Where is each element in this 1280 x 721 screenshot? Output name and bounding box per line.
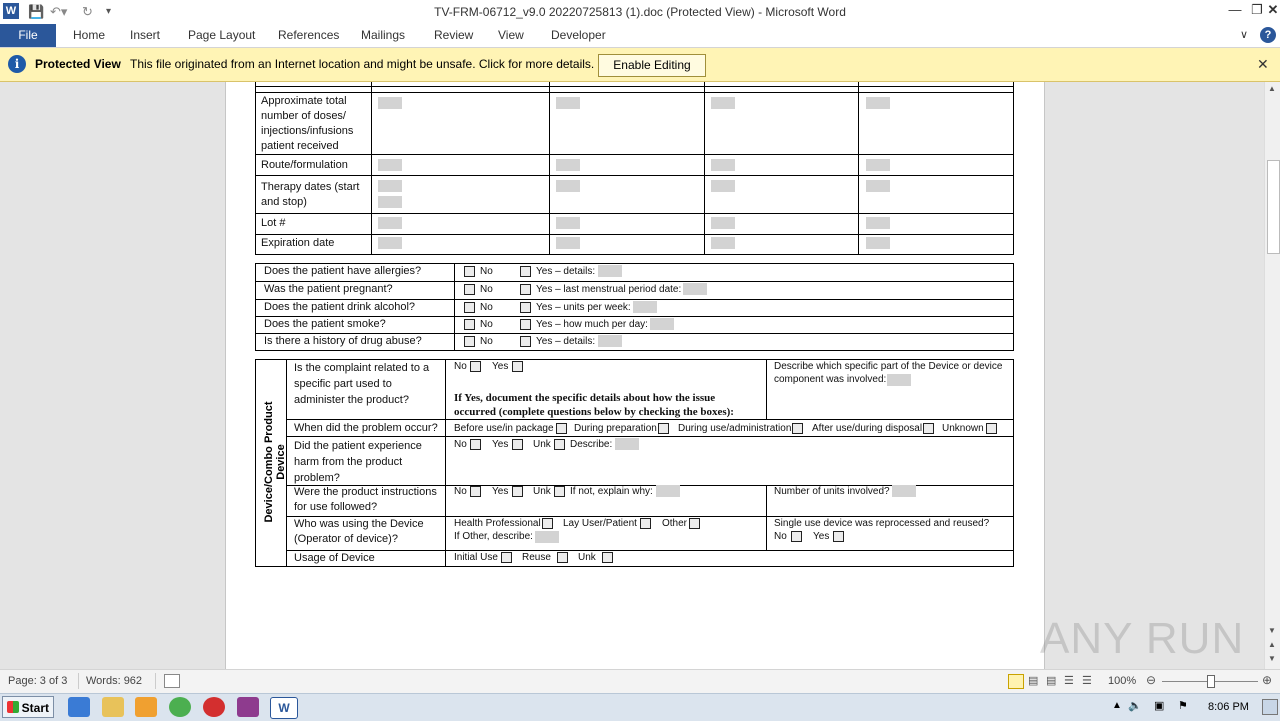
checkbox-part-yes[interactable] <box>512 361 523 372</box>
info-icon: i <box>8 55 26 73</box>
opera-icon[interactable] <box>203 697 225 717</box>
tab-references[interactable]: References <box>278 28 340 42</box>
show-desktop-button[interactable] <box>1262 699 1278 715</box>
form-field[interactable] <box>866 237 890 249</box>
form-field[interactable] <box>866 217 890 229</box>
form-field[interactable] <box>887 374 911 386</box>
save-icon[interactable]: 💾 <box>28 4 45 19</box>
label-if-other: If Other, describe: <box>454 531 533 542</box>
label-no: No <box>480 266 493 277</box>
label-no: No <box>480 336 493 347</box>
label-unk: Unk <box>533 439 551 450</box>
label-no: No <box>480 319 493 330</box>
label-yes: Yes <box>492 486 509 497</box>
question-smoke: Does the patient smoke? <box>264 318 386 330</box>
label-units-involved: Number of units involved? <box>774 486 890 497</box>
label-health-professional: Health Professional <box>454 518 541 529</box>
checkbox-alcohol-yes[interactable] <box>520 302 531 313</box>
form-field[interactable] <box>378 97 402 109</box>
anyrun-watermark: ANY RUN <box>1040 614 1245 663</box>
page-count[interactable]: Page: 3 of 3 <box>8 675 68 687</box>
label-before-use: Before use/in package <box>454 423 554 434</box>
checkbox-alcohol-no[interactable] <box>464 302 475 313</box>
form-field[interactable] <box>615 438 639 450</box>
question-instructions-followed: Were the product instructions for use followed? <box>294 486 437 513</box>
checkbox-smoke-no[interactable] <box>464 319 475 330</box>
checkbox-pregnant-yes[interactable] <box>520 284 531 295</box>
full-screen-reading-icon[interactable]: ▤ <box>1028 675 1039 687</box>
label-yes-details: Yes – details: <box>536 336 596 347</box>
label-other: Other <box>662 518 688 529</box>
label-no: No <box>480 284 493 295</box>
row-label-expiration: Expiration date <box>261 237 335 249</box>
checkbox-usage-unk[interactable] <box>602 552 613 563</box>
label-no: No <box>774 531 787 542</box>
form-field[interactable] <box>378 217 402 229</box>
media-player-icon[interactable] <box>135 697 157 717</box>
checkbox-unknown[interactable] <box>986 423 997 434</box>
ribbon-tabs <box>0 24 1280 48</box>
describe-part-label: Describe which specific part of the Device or device component was involved: <box>774 361 1003 385</box>
start-label: Start <box>21 701 49 715</box>
question-alcohol: Does the patient drink alcohol? <box>264 301 416 313</box>
close-bar-icon[interactable]: ✕ <box>1257 56 1269 72</box>
checkbox-reprocessed-no[interactable] <box>791 531 802 542</box>
label-explain: If not, explain why: <box>570 486 653 497</box>
customize-qat-icon[interactable]: ▾ <box>106 6 112 17</box>
restore-button[interactable]: ❐ <box>1251 2 1263 17</box>
form-field[interactable] <box>866 159 890 171</box>
enable-editing-button[interactable]: Enable Editing <box>598 54 706 77</box>
tab-file[interactable]: File <box>0 24 56 47</box>
question-pregnant: Was the patient pregnant? <box>264 283 393 295</box>
question-specific-part: Is the complaint related to a specific part used to administer the product? <box>294 362 430 406</box>
label-yes: Yes <box>492 439 509 450</box>
action-center-flag-icon[interactable]: ⚑ <box>1178 700 1188 712</box>
scroll-thumb[interactable] <box>1267 160 1280 254</box>
form-field[interactable] <box>866 97 890 109</box>
draft-icon[interactable]: ☰ <box>1082 675 1092 687</box>
form-field[interactable] <box>711 180 735 192</box>
form-field[interactable] <box>598 335 622 347</box>
device-side-label: Device/Combo Product Device <box>263 401 287 523</box>
form-field[interactable] <box>711 97 735 109</box>
checkbox-harm-yes[interactable] <box>512 439 523 450</box>
form-field[interactable] <box>866 180 890 192</box>
checkbox-smoke-yes[interactable] <box>520 319 531 330</box>
chrome-icon[interactable] <box>169 697 191 717</box>
checkbox-lay-user[interactable] <box>640 518 651 529</box>
ribbon-collapse-icon[interactable]: ∨ <box>1240 29 1249 41</box>
form-field[interactable] <box>633 301 657 313</box>
form-field[interactable] <box>378 196 402 208</box>
checkbox-pregnant-no[interactable] <box>464 284 475 295</box>
form-field[interactable] <box>656 485 680 497</box>
form-field[interactable] <box>598 265 622 277</box>
question-drug-abuse: Is there a history of drug abuse? <box>264 335 422 347</box>
label-describe: Describe: <box>570 439 613 450</box>
checkbox-before-use[interactable] <box>556 423 567 434</box>
checkbox-harm-no[interactable] <box>470 439 481 450</box>
clock[interactable]: 8:06 PM <box>1208 701 1249 713</box>
question-patient-harm: Did the patient experience harm from the product problem? <box>294 440 422 484</box>
form-field[interactable] <box>556 217 580 229</box>
tab-insert[interactable]: Insert <box>130 28 161 42</box>
form-field[interactable] <box>650 318 674 330</box>
label-yes-lmp: Yes – last menstrual period date: <box>536 284 682 295</box>
checkbox-instructions-no[interactable] <box>470 486 481 497</box>
form-field[interactable] <box>378 237 402 249</box>
scroll-up-icon[interactable]: ▲ <box>1268 84 1276 93</box>
checkbox-initial-use[interactable] <box>501 552 512 563</box>
checkbox-other[interactable] <box>689 518 700 529</box>
prev-page-icon[interactable]: ▲ <box>1268 640 1276 649</box>
label-lay-user: Lay User/Patient <box>563 518 637 529</box>
title-bar <box>0 0 1280 24</box>
proofing-icon[interactable] <box>164 674 180 688</box>
tab-developer[interactable]: Developer <box>551 28 606 42</box>
label-after-use: After use/during disposal <box>812 423 923 434</box>
vertical-scrollbar[interactable] <box>1264 82 1280 669</box>
web-layout-icon[interactable]: ▤ <box>1046 675 1057 687</box>
question-allergies: Does the patient have allergies? <box>264 265 422 277</box>
status-bar <box>0 669 1280 693</box>
label-initial-use: Initial Use <box>454 552 498 563</box>
window-title: TV-FRM-06712_v9.0 20220725813 (1).doc (Protected View) - Microsoft Word <box>434 5 846 19</box>
row-label-doses: Approximate total number of doses/ injections/infusions patient received <box>261 95 354 152</box>
winrar-icon[interactable] <box>237 697 259 717</box>
zoom-out-icon[interactable]: ⊖ <box>1146 673 1157 687</box>
form-field[interactable] <box>556 237 580 249</box>
word-taskbar-icon[interactable]: W <box>270 697 298 719</box>
label-no: No <box>454 486 467 497</box>
close-window-button[interactable]: ✕ <box>1267 2 1279 17</box>
label-yes-per-day: Yes – how much per day: <box>536 319 648 330</box>
protected-view-message[interactable]: This file originated from an Internet location and might be unsafe. Click for more details. <box>130 57 595 71</box>
form-field[interactable] <box>711 237 735 249</box>
checkbox-after-use[interactable] <box>923 423 934 434</box>
form-field[interactable] <box>556 159 580 171</box>
form-field[interactable] <box>556 180 580 192</box>
label-during-use: During use/administration <box>678 423 792 434</box>
label-no: No <box>454 439 467 450</box>
form-field[interactable] <box>378 159 402 171</box>
question-usage: Usage of Device <box>294 552 375 564</box>
undo-icon[interactable]: ↶▾ <box>50 4 68 19</box>
form-field[interactable] <box>556 97 580 109</box>
zoom-level[interactable]: 100% <box>1108 675 1137 687</box>
minimize-button[interactable]: — <box>1228 2 1242 17</box>
tab-home[interactable]: Home <box>73 28 106 42</box>
word-count[interactable]: Words: 962 <box>86 675 143 687</box>
checkbox-during-preparation[interactable] <box>658 423 669 434</box>
tab-view[interactable]: View <box>498 28 524 42</box>
form-field[interactable] <box>535 531 559 543</box>
label-reprocessed: Single use device was reprocessed and reused? <box>774 518 990 529</box>
scroll-down-icon[interactable]: ▼ <box>1268 626 1276 635</box>
print-layout-icon[interactable] <box>1008 674 1024 689</box>
label-unk: Unk <box>533 486 551 497</box>
checkbox-during-use[interactable] <box>792 423 803 434</box>
zoom-in-icon[interactable]: ⊕ <box>1262 673 1273 687</box>
tab-page-layout[interactable]: Page Layout <box>188 28 256 42</box>
protected-view-bar <box>0 48 1280 82</box>
checkbox-harm-unk[interactable] <box>554 439 565 450</box>
checkbox-allergies-no[interactable] <box>464 266 475 277</box>
form-field[interactable] <box>711 217 735 229</box>
instruction-note: If Yes, document the specific details about how the issue occurred (complete questions below by checking the boxes): <box>454 392 734 418</box>
outline-icon[interactable]: ☰ <box>1064 675 1074 687</box>
checkbox-drug-no[interactable] <box>464 336 475 347</box>
form-field[interactable] <box>711 159 735 171</box>
row-label-therapy-dates: Therapy dates (start and stop) <box>261 181 360 208</box>
taskbar <box>0 693 1280 721</box>
checkbox-instructions-unk[interactable] <box>554 486 565 497</box>
label-unknown: Unknown <box>942 423 984 434</box>
label-reuse: Reuse <box>522 552 551 563</box>
document-page[interactable] <box>225 82 1045 669</box>
form-field[interactable] <box>892 485 916 497</box>
explorer-icon[interactable] <box>102 697 124 717</box>
form-field[interactable] <box>378 180 402 192</box>
windows-logo-icon <box>7 701 19 713</box>
checkbox-health-professional[interactable] <box>542 518 553 529</box>
network-icon[interactable]: ▣ <box>1154 700 1165 712</box>
show-hidden-icons[interactable]: ▲ <box>1112 700 1122 711</box>
tab-review[interactable]: Review <box>434 28 474 42</box>
form-field[interactable] <box>683 283 707 295</box>
label-yes: Yes <box>492 361 509 372</box>
checkbox-instructions-yes[interactable] <box>512 486 523 497</box>
label-yes-details: Yes – details: <box>536 266 596 277</box>
label-no: No <box>480 302 493 313</box>
checkbox-part-no[interactable] <box>470 361 481 372</box>
question-operator: Who was using the Device (Operator of device)? <box>294 518 424 545</box>
label-yes: Yes <box>813 531 830 542</box>
help-icon[interactable]: ? <box>1260 27 1276 43</box>
row-label-lot: Lot # <box>261 217 286 229</box>
volume-icon[interactable]: 🔈 <box>1128 700 1142 712</box>
label-no: No <box>454 361 467 372</box>
label-yes-units: Yes – units per week: <box>536 302 631 313</box>
ie-icon[interactable] <box>68 697 90 717</box>
label-unk: Unk <box>578 552 596 563</box>
checkbox-reuse[interactable] <box>557 552 568 563</box>
checkbox-drug-yes[interactable] <box>520 336 531 347</box>
redo-icon[interactable]: ↻ <box>82 4 93 19</box>
word-app-icon[interactable]: W <box>3 3 19 19</box>
document-area <box>0 82 1264 669</box>
row-label-route: Route/formulation <box>261 159 348 171</box>
question-when-problem: When did the problem occur? <box>294 422 438 434</box>
next-page-icon[interactable]: ▼ <box>1268 654 1276 663</box>
checkbox-reprocessed-yes[interactable] <box>833 531 844 542</box>
zoom-slider-thumb[interactable] <box>1207 675 1215 688</box>
protected-view-title: Protected View <box>35 57 121 71</box>
checkbox-allergies-yes[interactable] <box>520 266 531 277</box>
tab-mailings[interactable]: Mailings <box>361 28 406 42</box>
label-during-preparation: During preparation <box>574 423 657 434</box>
start-button[interactable] <box>2 696 54 718</box>
